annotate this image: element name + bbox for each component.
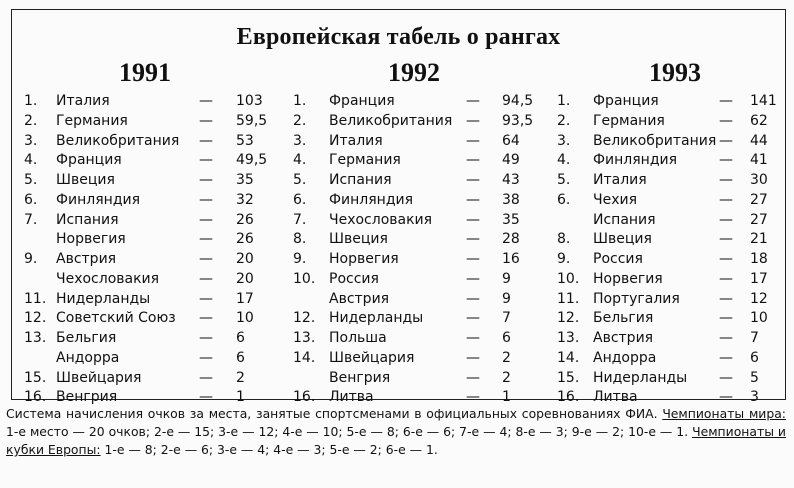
dash-separator: — bbox=[466, 231, 480, 248]
country-name: Россия bbox=[593, 251, 643, 267]
rank-number: 4. bbox=[557, 152, 571, 169]
dash-separator: — bbox=[719, 132, 733, 149]
country-name: Нидерланды bbox=[593, 369, 688, 386]
dash-separator: — bbox=[199, 369, 213, 386]
rank-number: 16. bbox=[557, 389, 580, 406]
dash-separator: — bbox=[199, 290, 213, 307]
dash-separator: — bbox=[719, 349, 733, 366]
country-name: Литва bbox=[329, 389, 374, 406]
rank-number: 4. bbox=[24, 152, 38, 169]
rank-number: 15. bbox=[557, 369, 580, 386]
points-value: 49 bbox=[502, 152, 520, 169]
country-name: Великобритания bbox=[593, 132, 717, 149]
rank-number: 7. bbox=[293, 211, 307, 228]
dash-separator: — bbox=[466, 270, 480, 287]
points-value: 27 bbox=[750, 211, 768, 228]
dash-separator: — bbox=[199, 112, 213, 129]
points-value: 21 bbox=[750, 231, 768, 248]
points-value: 59,5 bbox=[236, 112, 268, 129]
points-value: 93,5 bbox=[502, 112, 534, 129]
dash-separator: — bbox=[719, 231, 733, 248]
rank-number: 14. bbox=[293, 349, 316, 366]
rank-number: 11. bbox=[24, 290, 47, 307]
rank-number: 13. bbox=[557, 330, 580, 346]
points-value: 35 bbox=[502, 211, 520, 228]
rank-number: 3. bbox=[293, 132, 307, 149]
dash-separator: — bbox=[719, 330, 733, 346]
points-value: 43 bbox=[502, 172, 520, 188]
dash-separator: — bbox=[466, 132, 480, 149]
points-value: 62 bbox=[750, 112, 768, 129]
country-name: Норвегия bbox=[593, 270, 663, 287]
points-value: 20 bbox=[236, 270, 254, 287]
rank-number: 13. bbox=[293, 330, 316, 346]
points-value: 17 bbox=[750, 270, 768, 287]
country-name: Франция bbox=[329, 93, 395, 109]
dash-separator: — bbox=[719, 369, 733, 386]
points-value: 18 bbox=[750, 251, 768, 267]
country-name: Швейцария bbox=[56, 369, 142, 386]
rank-number: 16. bbox=[24, 389, 47, 406]
points-value: 3 bbox=[750, 389, 759, 406]
points-value: 64 bbox=[502, 132, 520, 149]
dash-separator: — bbox=[719, 112, 733, 129]
points-value: 9 bbox=[502, 290, 511, 307]
rank-number: 5. bbox=[557, 172, 571, 188]
points-value: 6 bbox=[236, 349, 245, 366]
points-value: 12 bbox=[750, 290, 768, 307]
dash-separator: — bbox=[199, 211, 213, 228]
country-name: Швейцария bbox=[329, 349, 415, 366]
country-name: Австрия bbox=[56, 251, 117, 267]
dash-separator: — bbox=[719, 270, 733, 287]
points-value: 10 bbox=[236, 310, 254, 327]
country-name: Италия bbox=[56, 93, 110, 109]
dash-separator: — bbox=[719, 310, 733, 327]
points-value: 27 bbox=[750, 191, 768, 208]
points-value: 32 bbox=[236, 191, 254, 208]
country-name: Австрия bbox=[593, 330, 654, 346]
points-value: 1 bbox=[502, 389, 511, 406]
rank-number: 12. bbox=[293, 310, 316, 327]
note-intro: Система начисления очков за места, занятые спортсменами в официальных соревнованиях ФИА. bbox=[6, 406, 658, 421]
country-name: Португалия bbox=[593, 290, 680, 307]
rank-number: 12. bbox=[557, 310, 580, 327]
dash-separator: — bbox=[199, 349, 213, 366]
europe-championships-label: Чемпионаты и кубки Европы: bbox=[6, 424, 786, 457]
points-value: 16 bbox=[502, 251, 520, 267]
dash-separator: — bbox=[466, 290, 480, 307]
rank-number: 9. bbox=[557, 251, 571, 267]
points-system-note bbox=[6, 405, 786, 459]
points-value: 49,5 bbox=[236, 152, 268, 169]
rank-number: 9. bbox=[293, 251, 307, 267]
points-value: 26 bbox=[236, 211, 254, 228]
year-heading: 1992 bbox=[388, 58, 440, 87]
country-name: Финляндия bbox=[56, 191, 141, 208]
country-name: Нидерланды bbox=[329, 310, 424, 327]
dash-separator: — bbox=[466, 330, 480, 346]
dash-separator: — bbox=[199, 330, 213, 346]
points-value: 26 bbox=[236, 231, 254, 248]
points-value: 38 bbox=[502, 191, 520, 208]
dash-separator: — bbox=[466, 389, 480, 406]
country-name: Финляндия bbox=[329, 191, 414, 208]
country-name: Германия bbox=[56, 112, 128, 129]
country-name: Чехословакия bbox=[56, 270, 160, 287]
dash-separator: — bbox=[199, 191, 213, 208]
dash-separator: — bbox=[719, 251, 733, 267]
rank-number: 4. bbox=[293, 152, 307, 169]
dash-separator: — bbox=[466, 172, 480, 188]
points-value: 6 bbox=[236, 330, 245, 346]
dash-separator: — bbox=[199, 389, 213, 406]
points-value: 7 bbox=[502, 310, 511, 327]
rank-number: 2. bbox=[293, 112, 307, 129]
dash-separator: — bbox=[719, 191, 733, 208]
rank-number: 3. bbox=[24, 132, 38, 149]
country-name: Норвегия bbox=[56, 231, 126, 248]
table-title: Европейская табель о рангах bbox=[236, 24, 561, 50]
rank-number: 16. bbox=[293, 389, 316, 406]
europe-championships-points: 1-е — 8; 2-е — 6; 3-е — 4; 4-е — 3; 5-е — 2; 6-е — 1. bbox=[104, 442, 438, 457]
points-value: 6 bbox=[502, 330, 511, 346]
rank-number: 2. bbox=[557, 112, 571, 129]
dash-separator: — bbox=[466, 349, 480, 366]
rank-number: 6. bbox=[557, 191, 571, 208]
country-name: Чехословакия bbox=[329, 211, 433, 228]
rank-number: 12. bbox=[24, 310, 47, 327]
country-name: Швеция bbox=[329, 231, 388, 248]
rank-number: 3. bbox=[557, 132, 571, 149]
country-name: Венгрия bbox=[56, 389, 118, 406]
dash-separator: — bbox=[199, 172, 213, 188]
country-name: Великобритания bbox=[329, 112, 453, 129]
dash-separator: — bbox=[199, 93, 213, 109]
points-value: 94,5 bbox=[502, 93, 534, 109]
dash-separator: — bbox=[719, 93, 733, 109]
dash-separator: — bbox=[199, 310, 213, 327]
country-name: Швеция bbox=[56, 172, 115, 188]
points-value: 2 bbox=[236, 369, 245, 386]
rank-number: 1. bbox=[293, 93, 307, 109]
rank-number: 8. bbox=[557, 231, 571, 248]
country-name: Польша bbox=[329, 330, 387, 346]
country-name: Испания bbox=[56, 211, 119, 228]
points-value: 35 bbox=[236, 172, 254, 188]
dash-separator: — bbox=[719, 389, 733, 406]
country-name: Венгрия bbox=[329, 369, 391, 386]
country-name: Испания bbox=[593, 211, 656, 228]
points-value: 44 bbox=[750, 132, 768, 149]
dash-separator: — bbox=[199, 132, 213, 149]
country-name: Франция bbox=[593, 93, 659, 109]
country-name: Франция bbox=[56, 152, 122, 169]
dash-separator: — bbox=[466, 369, 480, 386]
dash-separator: — bbox=[199, 231, 213, 248]
dash-separator: — bbox=[719, 152, 733, 169]
dash-separator: — bbox=[719, 290, 733, 307]
year-heading: 1991 bbox=[119, 58, 171, 87]
country-name: Россия bbox=[329, 270, 379, 287]
dash-separator: — bbox=[466, 191, 480, 208]
rank-number: 6. bbox=[293, 191, 307, 208]
rank-number: 5. bbox=[24, 172, 38, 188]
points-value: 103 bbox=[236, 93, 263, 109]
country-name: Италия bbox=[593, 172, 647, 188]
rank-number: 13. bbox=[24, 330, 47, 346]
points-value: 28 bbox=[502, 231, 520, 248]
dash-separator: — bbox=[199, 270, 213, 287]
country-name: Великобритания bbox=[56, 132, 180, 149]
rank-number: 7. bbox=[24, 211, 38, 228]
dash-separator: — bbox=[199, 152, 213, 169]
dash-separator: — bbox=[466, 152, 480, 169]
country-name: Чехия bbox=[593, 191, 638, 208]
points-value: 9 bbox=[502, 270, 511, 287]
country-name: Бельгия bbox=[56, 330, 117, 346]
rank-number: 5. bbox=[293, 172, 307, 188]
dash-separator: — bbox=[466, 112, 480, 129]
points-value: 1 bbox=[236, 389, 245, 406]
points-value: 17 bbox=[236, 290, 254, 307]
rankings-table-frame bbox=[11, 9, 786, 406]
rank-number: 6. bbox=[24, 191, 38, 208]
country-name: Испания bbox=[329, 172, 392, 188]
dash-separator: — bbox=[466, 211, 480, 228]
country-name: Австрия bbox=[329, 290, 390, 307]
country-name: Италия bbox=[329, 132, 383, 149]
points-value: 2 bbox=[502, 369, 511, 386]
points-value: 20 bbox=[236, 251, 254, 267]
year-heading: 1993 bbox=[649, 58, 701, 87]
points-value: 6 bbox=[750, 349, 759, 366]
points-value: 53 bbox=[236, 132, 254, 149]
rank-number: 10. bbox=[557, 270, 580, 287]
rank-number: 1. bbox=[557, 93, 571, 109]
points-value: 10 bbox=[750, 310, 768, 327]
country-name: Финляндия bbox=[593, 152, 678, 169]
country-name: Германия bbox=[593, 112, 665, 129]
country-name: Нидерланды bbox=[56, 290, 151, 307]
rank-number: 9. bbox=[24, 251, 38, 267]
world-championships-label: Чемпионаты мира: bbox=[662, 406, 786, 421]
country-name: Андорра bbox=[56, 349, 120, 366]
rank-number: 15. bbox=[24, 369, 47, 386]
rank-number: 8. bbox=[293, 231, 307, 248]
rank-number: 1. bbox=[24, 93, 38, 109]
rank-number: 14. bbox=[557, 349, 580, 366]
country-name: Бельгия bbox=[593, 310, 654, 327]
dash-separator: — bbox=[466, 310, 480, 327]
dash-separator: — bbox=[719, 211, 733, 228]
country-name: Норвегия bbox=[329, 251, 399, 267]
country-name: Германия bbox=[329, 152, 401, 169]
dash-separator: — bbox=[466, 251, 480, 267]
points-value: 7 bbox=[750, 330, 759, 346]
points-value: 41 bbox=[750, 152, 768, 169]
country-name: Литва bbox=[593, 389, 638, 406]
rank-number: 2. bbox=[24, 112, 38, 129]
dash-separator: — bbox=[199, 251, 213, 267]
points-value: 141 bbox=[750, 93, 777, 109]
country-name: Андорра bbox=[593, 349, 657, 366]
country-name: Советский Союз bbox=[56, 310, 176, 327]
country-name: Швеция bbox=[593, 231, 652, 248]
rank-number: 11. bbox=[557, 290, 580, 307]
points-value: 5 bbox=[750, 369, 759, 386]
rank-number: 10. bbox=[293, 270, 316, 287]
world-championships-points: 1-е место — 20 очков; 2-е — 15; 3-е — 12; 4-е — 10; 5-е — 8; 6-е — 6; 7-е — 4; 8-е — 3; 9-е — 2; 10-е — 1. bbox=[6, 424, 689, 439]
dash-separator: — bbox=[466, 93, 480, 109]
points-value: 2 bbox=[502, 349, 511, 366]
dash-separator: — bbox=[719, 172, 733, 188]
points-value: 30 bbox=[750, 172, 768, 188]
